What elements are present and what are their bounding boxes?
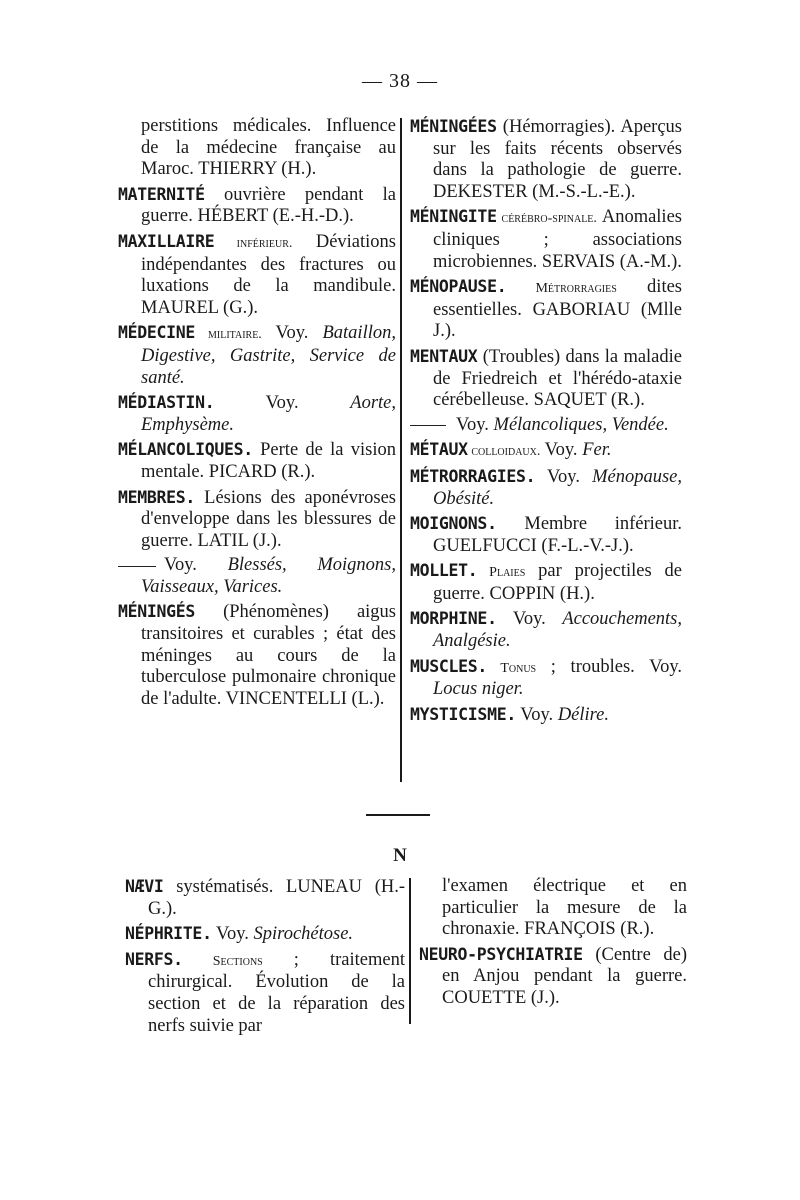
entry-text: Voy. [540,440,583,461]
index-entry [125,876,405,920]
index-entry [419,944,687,1010]
entry-headword: MÉTAUX [410,440,468,460]
entry-reference: Accouchements, Analgésie. [433,609,682,652]
entry-headword: MÉLANCOLIQUES. [118,440,253,460]
entry-text: Voy. [496,609,563,630]
index-entry [125,923,405,946]
entry-headword: MUSCLES. [410,656,488,676]
bottom-left-column [125,876,405,1040]
index-entry [410,656,682,701]
index-entry [118,184,396,228]
index-entry [125,949,405,1037]
ditto-dash [410,425,446,426]
column-divider [400,118,402,782]
section-letter: N [393,845,407,866]
index-entry [118,555,396,598]
entry-text: ; traitement chirurgical. Évolution de la section et de la réparation des nerfs suivie par [148,949,405,1036]
entry-headword: MENTAUX [410,346,478,366]
entry-text: Voy. [456,414,494,435]
entry-text: (Hémorragies). Aperçus sur les faits récents observés dans la pathologie de guerre. DEKESTER (M.-S.-L.-E.). [433,117,682,202]
index-entry [410,346,682,412]
entry-headword: MEMBRES. [118,487,196,507]
index-entry [410,276,682,343]
entry-headword: MÉNOPAUSE. [410,277,507,297]
entry-text: l'examen électrique et en particulier la mesure de la chronaxie. FRANÇOIS (R.). [442,876,687,940]
index-entry [118,392,396,436]
bottom-right-column [419,876,687,1013]
index-entry [410,415,682,437]
entry-text: Voy. [515,704,558,725]
entry-smallcaps: Sections [182,953,263,969]
index-entry [118,601,396,710]
ditto-dash [118,566,156,567]
index-entry [410,704,682,727]
entry-text: Anomalies cliniques ; associations microbiennes. SERVAIS (A.-M.). [433,207,682,272]
entry-headword: NERFS. [125,949,183,969]
column-divider-bottom [409,878,411,1024]
entry-text: Voy. [164,555,228,576]
entry-text: Voy. [214,393,351,414]
entry-reference: Bataillon, Digestive, Gastrite, Service de santé. [141,323,396,388]
index-entry [410,513,682,557]
entry-headword: MÉNINGÉS [118,602,196,622]
entry-reference: Mélancoliques, Vendée. [493,414,669,435]
entry-text: Voy. [535,466,593,487]
entry-text: Lésions des aponévroses d'enveloppe dans les blessures de guerre. LATIL (J.). [141,487,396,551]
entry-smallcaps: cérébro-spinale. [496,211,597,227]
entry-text: (Phénomènes) aigus transitoires et curables ; état des méninges au cours de la tuberculose pulmonaire chronique de l'adulte. VINCENTELLI (L.). [141,602,396,709]
entry-headword: MÉDECINE [118,323,196,343]
index-entry [118,116,396,181]
entry-headword: MOLLET. [410,561,478,581]
entry-text: Membre inférieur. GUELFUCCI (F.-L.-V.-J.). [433,514,682,556]
entry-smallcaps: Tonus [487,660,537,676]
entry-smallcaps: Métrorragies [506,281,617,297]
index-entry [118,231,396,319]
entry-headword: MOIGNONS. [410,514,497,534]
index-entry [410,560,682,605]
index-entry [419,876,687,941]
left-column [118,116,396,713]
index-entry [410,466,682,510]
entry-headword: MÉNINGITE [410,207,497,227]
index-entry [410,608,682,652]
entry-reference: Aorte, Emphysème. [141,393,396,435]
index-entry [118,322,396,389]
section-separator [366,814,430,816]
index-entry [118,487,396,553]
entry-smallcaps: inférieur. [214,235,293,251]
page-number: — 38 — [362,70,438,92]
entry-headword: MAXILLAIRE [118,231,215,251]
entry-reference: Locus niger. [433,679,524,700]
index-entry [410,439,682,463]
entry-reference: Fer. [582,440,612,461]
entry-text: (Centre de) en Anjou pendant la guerre. COUETTE (J.). [442,944,687,1008]
entry-text: systématisés. LUNEAU (H.-G.). [148,877,405,919]
entry-text: perstitions médicales. Influence de la médecine française au Maroc. THIERRY (H.). [141,116,396,180]
entry-text: Voy. [261,323,323,344]
entry-text: Déviations indépendantes des fractures ou luxations de la mandibule. MAUREL (G.). [141,231,396,318]
entry-smallcaps: militaire. [195,327,262,343]
entry-text: (Troubles) dans la maladie de Friedreich et l'hérédo-ataxie cérébelleuse. SAQUET (R.). [433,346,682,411]
entry-smallcaps: colloidaux. [467,444,541,460]
entry-text: dites essentielles. GABORIAU (Mlle J.). [433,277,682,342]
index-entry [410,206,682,273]
entry-headword: MATERNITÉ [118,184,205,204]
entry-text: Perte de la vision mentale. PICARD (R.). [141,440,396,482]
entry-headword: NÉPHRITE. [125,924,212,944]
entry-headword: MÉTRORRAGIES. [410,466,536,486]
entry-headword: NÆVI [125,877,164,896]
right-column [410,116,682,729]
entry-reference: Ménopause, Obésité. [433,466,682,509]
index-entry [118,439,396,483]
index-entry [410,116,682,203]
entry-text: par projectiles de guerre. COPPIN (H.). [433,561,682,604]
entry-headword: MORPHINE. [410,609,497,629]
entry-reference: Délire. [557,704,610,725]
entry-text: Voy. [211,924,254,945]
entry-headword: MYSTICISME. [410,704,516,724]
entry-text: ouvrière pendant la guerre. HÉBERT (E.-H.-D.). [141,184,396,227]
entry-headword: MÉNINGÉES [410,117,497,136]
entry-smallcaps: Plaies [477,565,526,581]
entry-headword: NEURO-PSYCHIATRIE [419,944,583,964]
entry-headword: MÉDIASTIN. [118,393,215,413]
entry-reference: Spirochétose. [253,924,354,945]
entry-reference: Blessés, Moignons, Vaisseaux, Varices. [141,555,396,597]
entry-text: ; troubles. Voy. [536,656,682,677]
